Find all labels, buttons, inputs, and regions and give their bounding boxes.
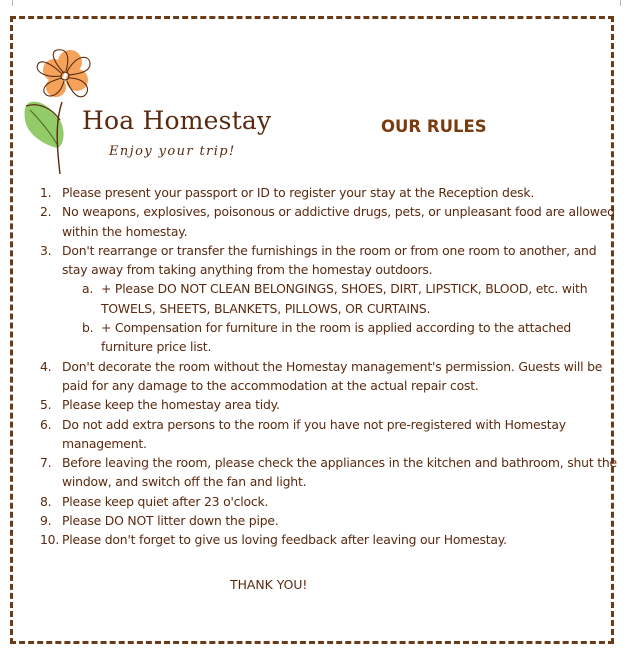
rule-item-10 [40, 530, 620, 549]
rule-number: 2. [40, 204, 52, 220]
subrule-letter: b. [82, 320, 94, 336]
rule-text: Before leaving the room, please check the appliances in the kitchen and bathroom, shut the window, and switch off the fan and light. [62, 455, 617, 490]
page-corner-mark-right [620, 0, 621, 6]
subrule-item-b [40, 318, 620, 357]
rule-item-9 [40, 511, 620, 530]
rule-number: 7. [40, 455, 52, 471]
rule-item-2 [40, 202, 620, 241]
rule-item-6 [40, 415, 620, 454]
rule-item-8 [40, 492, 620, 511]
subrule-letter: a. [82, 281, 94, 297]
subrule-item-a [40, 279, 620, 318]
rule-number: 3. [40, 242, 52, 258]
rule-text: Don't decorate the room without the Homestay management's permission. Guests will be paid for any damage to the accommodation at the actual repair cost. [62, 358, 603, 393]
rule-number: 8. [40, 493, 52, 509]
rule-text: No weapons, explosives, poisonous or addictive drugs, pets, or unpleasant food are allowed within the homestay. [62, 204, 615, 239]
rule-number: 1. [40, 185, 52, 200]
rule-number: 4. [40, 358, 52, 374]
rule-item-7 [40, 453, 620, 492]
rule-item-3 [40, 241, 620, 280]
subrule-text: + Compensation for furniture in the room is applied according to the attached furniture price list. [101, 320, 572, 355]
rule-item-4 [40, 357, 620, 396]
rule-text: Please DO NOT litter down the pipe. [62, 513, 279, 529]
rule-text: Please don't forget to give us loving feedback after leaving our Homestay. [62, 532, 507, 548]
page-title: OUR RULES [381, 117, 487, 136]
rules-list [40, 183, 620, 550]
thank-you-footer: THANK YOU! [230, 577, 308, 592]
rule-item-5 [40, 395, 620, 414]
rule-number: 5. [40, 397, 52, 413]
rule-text: Please keep quiet after 23 o'clock. [62, 493, 269, 509]
brand-tagline: Enjoy your trip! [109, 144, 236, 159]
rule-text: Please keep the homestay area tidy. [62, 397, 280, 413]
brand-name: Hoa Homestay [82, 106, 272, 135]
page-corner-mark-left [12, 0, 13, 6]
subrule-text: + Please DO NOT CLEAN BELONGINGS, SHOES, DIRT, LIPSTICK, BLOOD, etc. with TOWELS, SHEETS, BLANKETS, PILLOWS, OR CURTAINS. [101, 281, 588, 316]
rule-number: 6. [40, 416, 52, 432]
rule-item-1 [40, 183, 620, 202]
rule-text: Do not add extra persons to the room if you have not pre-registered with Homestay management. [62, 416, 566, 451]
rule-number: 9. [40, 513, 52, 529]
rule-text: Don't rearrange or transfer the furnishings in the room or from one room to another, and stay away from taking anything from the homestay outdoors. [62, 242, 597, 278]
rule-text: Please present your passport or ID to register your stay at the Reception desk. [62, 185, 535, 200]
rule-number: 10. [40, 532, 60, 548]
